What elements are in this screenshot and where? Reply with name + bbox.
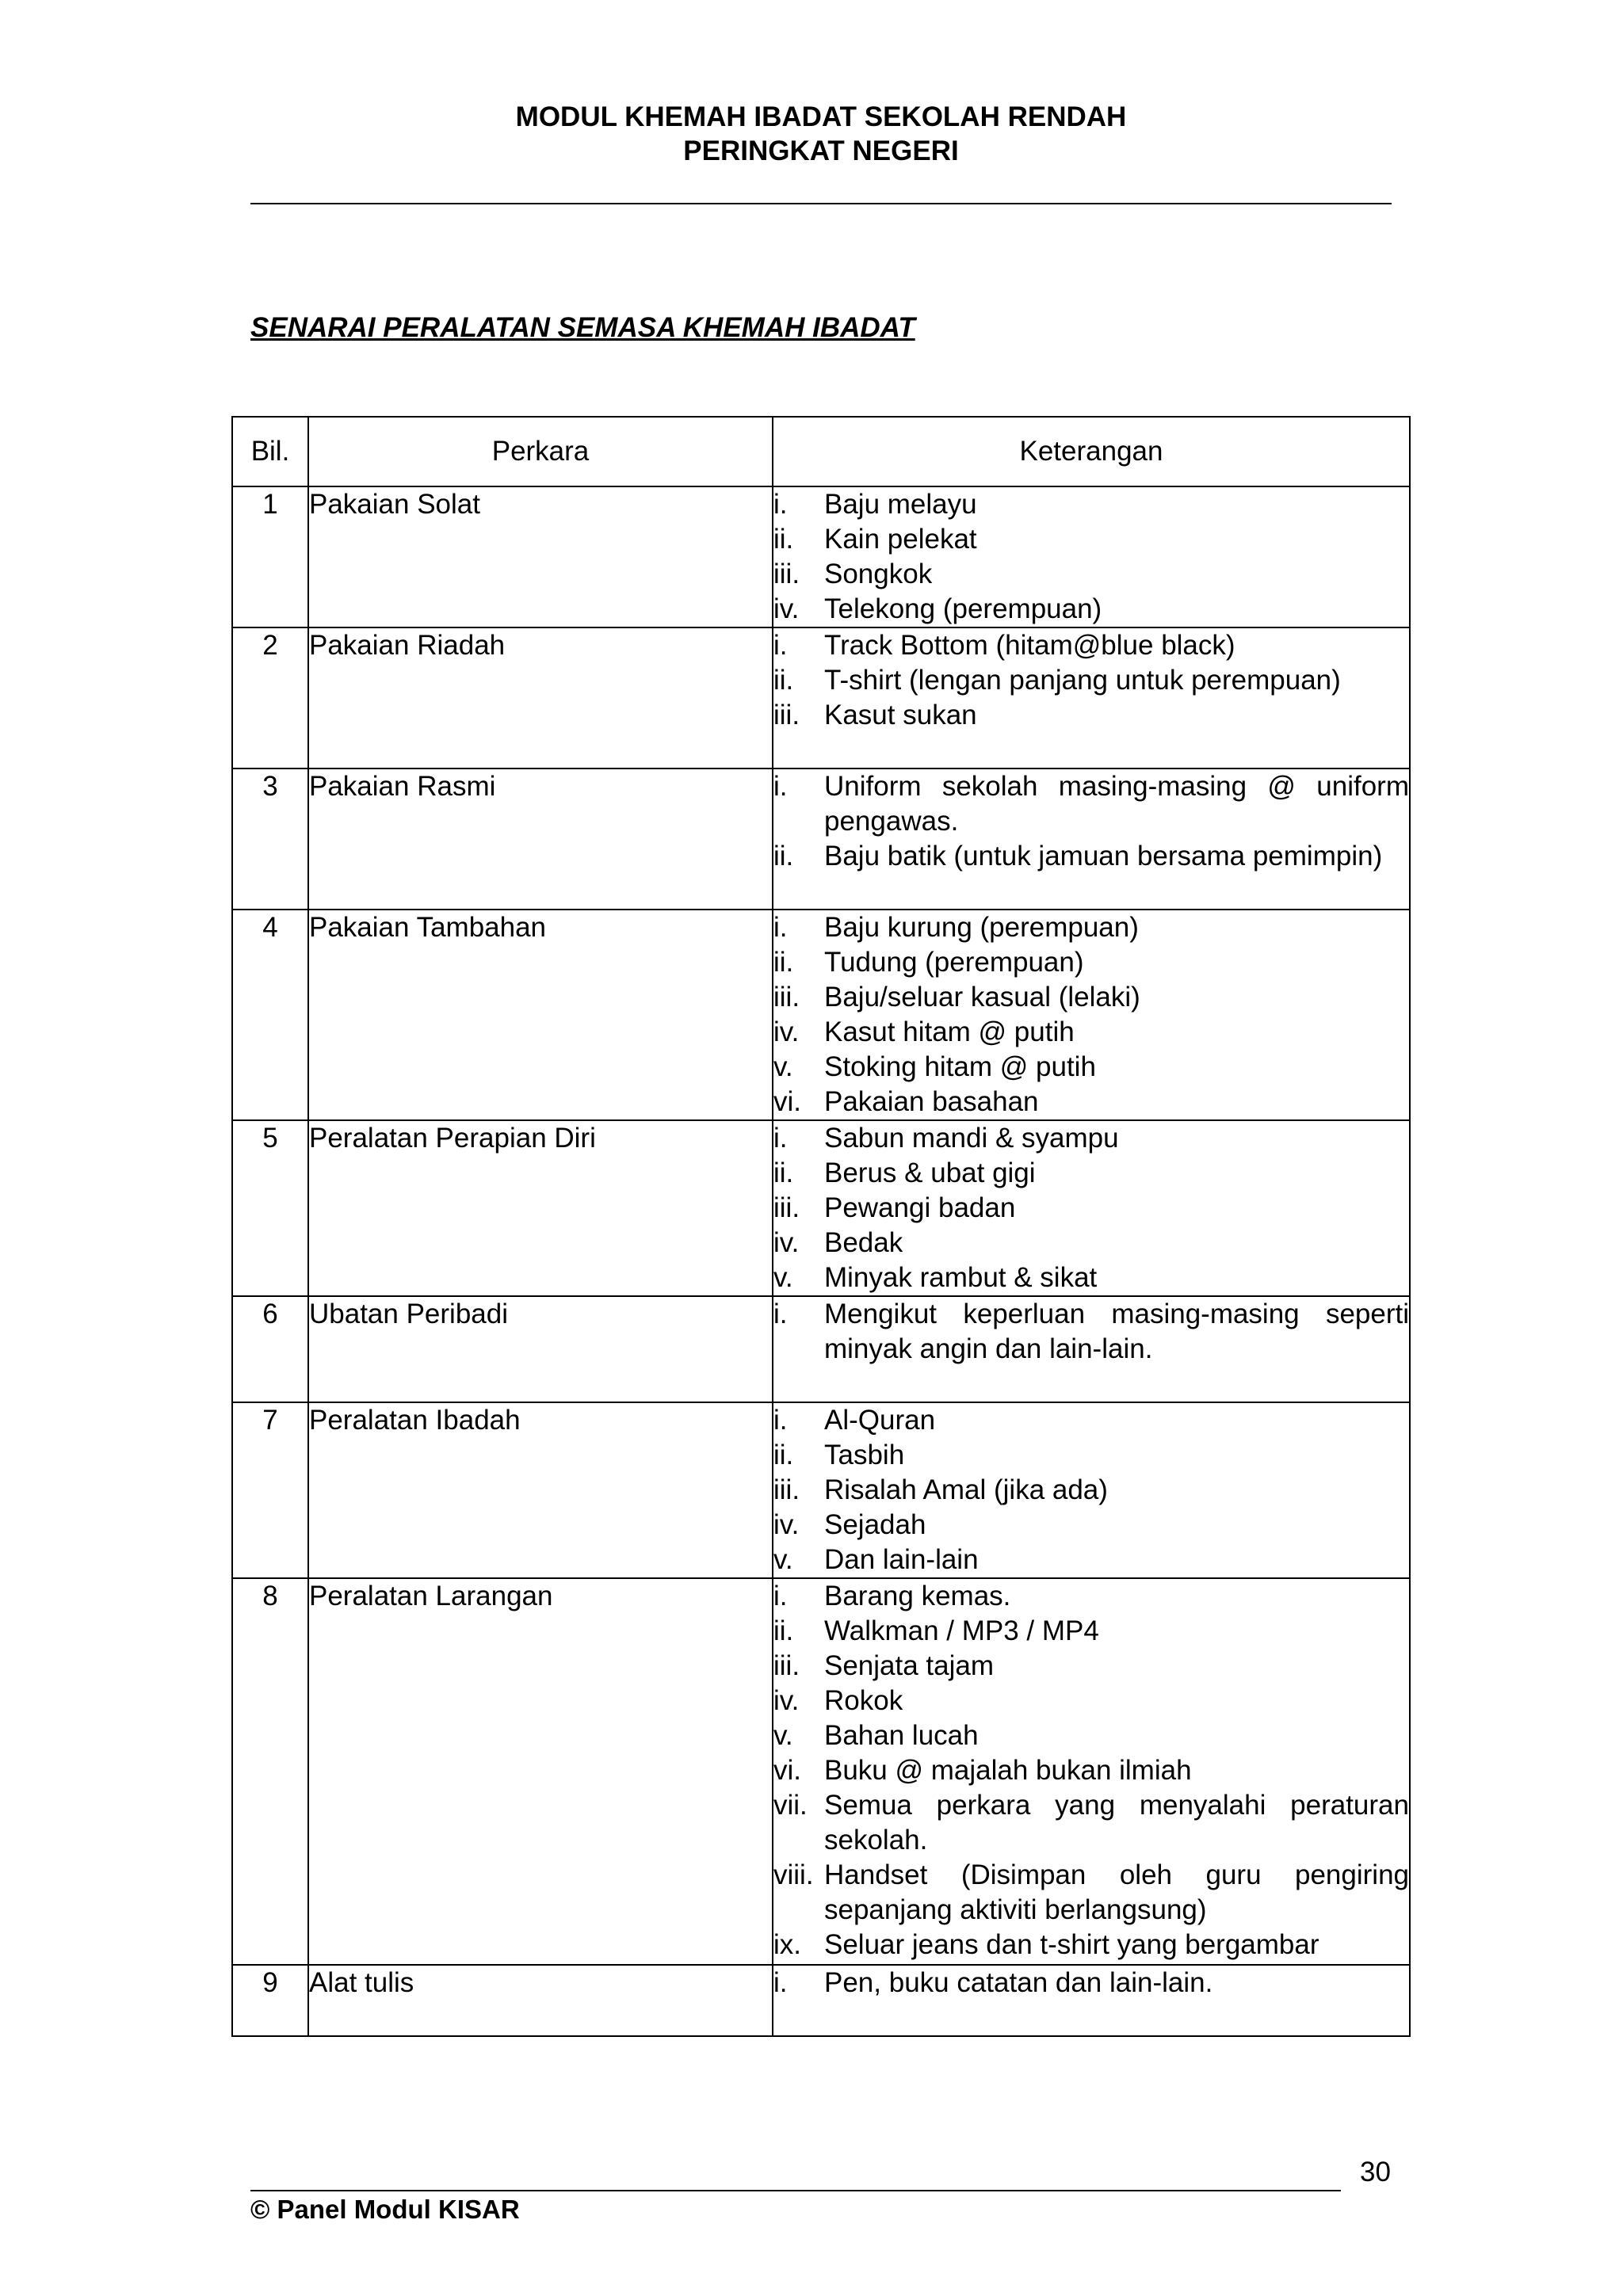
detail-item xyxy=(773,839,1409,874)
detail-text: Dan lain-lain xyxy=(824,1544,979,1575)
detail-item xyxy=(773,910,1409,945)
detail-item xyxy=(773,1085,1409,1119)
row-details xyxy=(773,1296,1410,1402)
row-details xyxy=(773,1578,1410,1965)
detail-item xyxy=(773,1261,1409,1295)
detail-item xyxy=(773,522,1409,557)
detail-numeral: iv. xyxy=(773,1509,800,1540)
equipment-table xyxy=(231,416,1411,2037)
header-line-2: PERINGKAT NEGERI xyxy=(683,135,959,166)
detail-item xyxy=(773,1614,1409,1649)
detail-item xyxy=(773,1508,1409,1543)
document-header xyxy=(250,100,1392,168)
detail-item xyxy=(773,1050,1409,1085)
header-line-1: MODUL KHEMAH IBADAT SEKOLAH RENDAH xyxy=(515,101,1127,132)
footer-divider xyxy=(250,2190,1341,2191)
detail-numeral: i. xyxy=(773,489,788,520)
detail-item xyxy=(773,1753,1409,1788)
row-number: 1 xyxy=(232,486,308,627)
detail-numeral: vii. xyxy=(773,1790,808,1821)
detail-item xyxy=(773,1788,1409,1858)
row-details xyxy=(773,486,1410,627)
page-number: 30 xyxy=(1360,2157,1391,2187)
detail-text: Tasbih xyxy=(824,1440,905,1470)
detail-numeral: iv. xyxy=(773,1227,800,1258)
detail-item xyxy=(773,1543,1409,1577)
detail-text: Track Bottom (hitam@blue black) xyxy=(824,630,1235,661)
header-bil: Bil. xyxy=(232,417,308,486)
table-row xyxy=(232,1965,1410,2036)
table-row xyxy=(232,1578,1410,1965)
row-number: 5 xyxy=(232,1120,308,1296)
detail-numeral: ix. xyxy=(773,1929,801,1960)
detail-numeral: viii. xyxy=(773,1859,814,1890)
detail-item xyxy=(773,592,1409,627)
detail-text: Stoking hitam @ putih xyxy=(824,1051,1096,1082)
detail-text: Senjata tajam xyxy=(824,1650,995,1681)
detail-text: Al-Quran xyxy=(824,1405,936,1436)
detail-item xyxy=(773,1191,1409,1226)
table-row xyxy=(232,1402,1410,1578)
row-details xyxy=(773,769,1410,910)
row-item: Pakaian Rasmi xyxy=(308,769,773,910)
detail-text: Bahan lucah xyxy=(824,1720,979,1751)
detail-text: T-shirt (lengan panjang untuk perempuan) xyxy=(824,665,1341,696)
detail-numeral: v. xyxy=(773,1051,793,1082)
detail-text: Kain pelekat xyxy=(824,524,977,555)
row-item: Alat tulis xyxy=(308,1965,773,2036)
detail-item xyxy=(773,698,1409,733)
detail-numeral: i. xyxy=(773,771,788,802)
row-details xyxy=(773,627,1410,769)
row-item: Peralatan Larangan xyxy=(308,1578,773,1965)
table-row xyxy=(232,627,1410,769)
detail-text: Songkok xyxy=(824,559,933,589)
detail-text: Walkman / MP3 / MP4 xyxy=(824,1615,1099,1646)
detail-numeral: v. xyxy=(773,1720,793,1751)
detail-text: Uniform sekolah masing-masing @ uniform pengawas. xyxy=(824,771,1409,837)
row-item: Peralatan Ibadah xyxy=(308,1402,773,1578)
detail-numeral: iii. xyxy=(773,982,800,1013)
detail-item xyxy=(773,945,1409,980)
detail-numeral: i. xyxy=(773,1967,788,1998)
detail-item xyxy=(773,1015,1409,1050)
footer-copyright: © Panel Modul KISAR xyxy=(250,2195,520,2224)
detail-text: Baju batik (untuk jamuan bersama pemimpin) xyxy=(824,841,1383,871)
detail-numeral: iii. xyxy=(773,559,800,589)
row-item: Ubatan Peribadi xyxy=(308,1296,773,1402)
row-item: Pakaian Solat xyxy=(308,486,773,627)
detail-numeral: i. xyxy=(773,1581,788,1611)
row-details xyxy=(773,910,1410,1120)
detail-numeral: i. xyxy=(773,1405,788,1436)
detail-text: Pewangi badan xyxy=(824,1192,1016,1223)
detail-text: Pen, buku catatan dan lain-lain. xyxy=(824,1967,1213,1998)
detail-numeral: ii. xyxy=(773,665,794,696)
header-keterangan: Keterangan xyxy=(773,417,1410,486)
detail-item xyxy=(773,557,1409,592)
detail-item xyxy=(773,1121,1409,1156)
detail-item xyxy=(773,1297,1409,1367)
detail-text: Berus & ubat gigi xyxy=(824,1158,1036,1188)
table-body xyxy=(232,486,1410,2036)
detail-numeral: i. xyxy=(773,1299,788,1329)
detail-text: Risalah Amal (jika ada) xyxy=(824,1474,1108,1505)
detail-numeral: ii. xyxy=(773,1615,794,1646)
detail-numeral: vi. xyxy=(773,1755,801,1786)
row-number: 8 xyxy=(232,1578,308,1965)
detail-item xyxy=(773,663,1409,698)
detail-item xyxy=(773,1156,1409,1191)
detail-text: Semua perkara yang menyalahi peraturan sekolah. xyxy=(824,1790,1409,1855)
detail-numeral: i. xyxy=(773,912,788,943)
detail-numeral: iii. xyxy=(773,1650,800,1681)
detail-text: Bedak xyxy=(824,1227,903,1258)
detail-item xyxy=(773,1649,1409,1684)
detail-numeral: iii. xyxy=(773,1474,800,1505)
detail-numeral: v. xyxy=(773,1262,793,1293)
detail-text: Baju kurung (perempuan) xyxy=(824,912,1139,943)
detail-numeral: ii. xyxy=(773,947,794,978)
detail-item xyxy=(773,628,1409,663)
detail-text: Rokok xyxy=(824,1685,903,1716)
table-header-row xyxy=(232,417,1410,486)
detail-text: Buku @ majalah bukan ilmiah xyxy=(824,1755,1192,1786)
section-title: SENARAI PERALATAN SEMASA KHEMAH IBADAT xyxy=(250,312,915,343)
table-row xyxy=(232,486,1410,627)
detail-numeral: v. xyxy=(773,1544,793,1575)
detail-numeral: iii. xyxy=(773,700,800,730)
table-row xyxy=(232,910,1410,1120)
detail-text: Sejadah xyxy=(824,1509,926,1540)
detail-text: Baju melayu xyxy=(824,489,977,520)
detail-text: Handset (Disimpan oleh guru pengiring sepanjang aktiviti berlangsung) xyxy=(824,1859,1409,1925)
detail-item xyxy=(773,1438,1409,1473)
detail-numeral: iv. xyxy=(773,1685,800,1716)
row-item: Pakaian Tambahan xyxy=(308,910,773,1120)
detail-numeral: iv. xyxy=(773,1016,800,1047)
detail-numeral: ii. xyxy=(773,524,794,555)
detail-numeral: vi. xyxy=(773,1086,801,1117)
detail-text: Kasut hitam @ putih xyxy=(824,1016,1075,1047)
detail-numeral: iv. xyxy=(773,593,800,624)
detail-item xyxy=(773,1226,1409,1261)
table-row xyxy=(232,1120,1410,1296)
detail-text: Pakaian basahan xyxy=(824,1086,1039,1117)
detail-text: Kasut sukan xyxy=(824,700,977,730)
detail-item xyxy=(773,1579,1409,1614)
detail-item xyxy=(773,487,1409,522)
detail-numeral: ii. xyxy=(773,1158,794,1188)
detail-item xyxy=(773,1928,1409,1962)
row-item: Pakaian Riadah xyxy=(308,627,773,769)
detail-item xyxy=(773,1473,1409,1508)
detail-item xyxy=(773,980,1409,1015)
row-details xyxy=(773,1120,1410,1296)
detail-text: Tudung (perempuan) xyxy=(824,947,1084,978)
detail-item xyxy=(773,1718,1409,1753)
detail-item xyxy=(773,1403,1409,1438)
detail-numeral: i. xyxy=(773,630,788,661)
table-row xyxy=(232,1296,1410,1402)
detail-numeral: ii. xyxy=(773,1440,794,1470)
detail-item xyxy=(773,1684,1409,1718)
row-number: 7 xyxy=(232,1402,308,1578)
header-perkara: Perkara xyxy=(308,417,773,486)
detail-text: Baju/seluar kasual (lelaki) xyxy=(824,982,1140,1013)
detail-numeral: iii. xyxy=(773,1192,800,1223)
detail-text: Mengikut keperluan masing-masing seperti minyak angin dan lain-lain. xyxy=(824,1299,1409,1364)
row-details xyxy=(773,1965,1410,2036)
row-number: 9 xyxy=(232,1965,308,2036)
detail-numeral: ii. xyxy=(773,841,794,871)
detail-item xyxy=(773,769,1409,839)
row-number: 4 xyxy=(232,910,308,1120)
detail-numeral: i. xyxy=(773,1123,788,1154)
row-details xyxy=(773,1402,1410,1578)
detail-text: Sabun mandi & syampu xyxy=(824,1123,1119,1154)
detail-text: Minyak rambut & sikat xyxy=(824,1262,1098,1293)
row-item: Peralatan Perapian Diri xyxy=(308,1120,773,1296)
table-row xyxy=(232,769,1410,910)
detail-text: Telekong (perempuan) xyxy=(824,593,1102,624)
header-divider xyxy=(250,203,1392,204)
detail-item xyxy=(773,1858,1409,1928)
row-number: 3 xyxy=(232,769,308,910)
detail-item xyxy=(773,1966,1409,2000)
detail-text: Seluar jeans dan t-shirt yang bergambar xyxy=(824,1929,1319,1960)
row-number: 2 xyxy=(232,627,308,769)
row-number: 6 xyxy=(232,1296,308,1402)
detail-text: Barang kemas. xyxy=(824,1581,1011,1611)
